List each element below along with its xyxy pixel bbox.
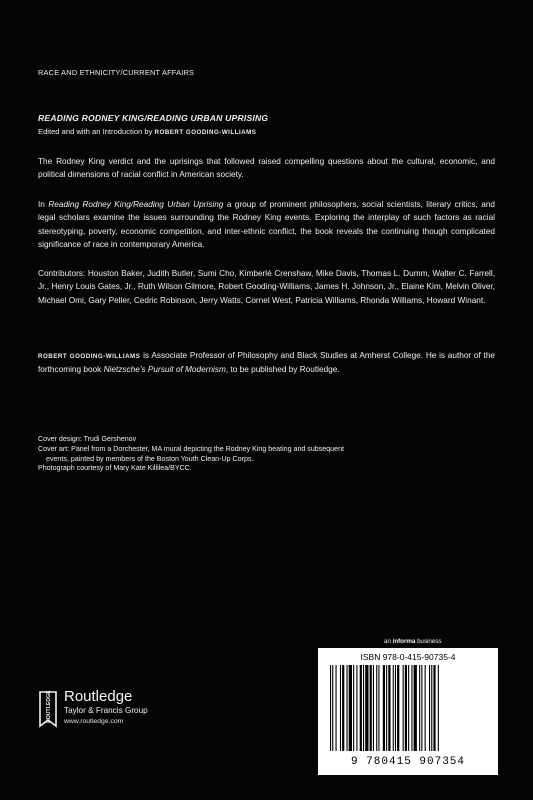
cover-art-credit-cont: events, painted by members of the Boston Youth Clean-Up Corps. xyxy=(46,454,254,463)
description-rest: a group of prominent philosophers, social scientists, literary critics, and legal scholars examine the issues surrounding the Rodney King events. Exploring the interplay of such factors as racial stereotyping, poverty, economic competition, and inter-ethnic conflict, the book reveals the continuing though complicated significance of race in contemporary America. xyxy=(38,200,496,250)
edited-by-prefix: Edited and with an Introduction by xyxy=(38,127,153,136)
author-bio-end: , to be published by Routledge. xyxy=(225,365,340,375)
description-lead: In xyxy=(38,200,45,209)
barcode-digits: 9 780415 907354 xyxy=(350,756,466,768)
informa-business-tag: an informa business xyxy=(384,638,442,645)
category-label: RACE AND ETHNICITY/CURRENT AFFAIRS xyxy=(38,68,195,77)
publisher-brand xyxy=(64,688,148,725)
logo-letters: ROUTLEDGE xyxy=(46,690,52,723)
description-book-title: Reading Rodney King/Reading Urban Uprising xyxy=(48,200,224,209)
routledge-logo-icon xyxy=(38,690,58,733)
cover-art-credit: Cover art: Panel from a Dorchester, MA mural depicting the Rodney King beating and subsequent xyxy=(38,444,344,453)
author-bio-text: is Associate Professor of Philosophy and Black Studies at Amherst College. He is author of the forthcoming book xyxy=(38,351,495,375)
editor-name: ROBERT GOODING-WILLIAMS xyxy=(154,129,257,136)
author-name: ROBERT GOODING-WILLIAMS xyxy=(38,353,141,360)
publisher-group: Taylor & Francis Group xyxy=(64,706,148,715)
photo-credit: Photograph courtesy of Mary Kate Killilea/BYCC. xyxy=(38,464,192,473)
contributors-paragraph: Contributors: Houston Baker, Judith Butler, Sumi Cho, Kimberlé Crenshaw, Mike Davis, Thomas L. Dumm, Walter C. Farrell, Jr., Henry Louis Gates, Jr., Ruth Wilson Gilmore, Robert Gooding-Williams, James H. Johnson, Jr., Elaine Kim, Melvin Oliver, Michael Omi, Gary Peller, Cedric Robinson, Jerry Watts, Cornel West, Patricia Williams, Rhonda Williams, Howard Winant. xyxy=(38,269,495,305)
cover-credits xyxy=(38,435,478,474)
description-paragraph xyxy=(38,198,495,252)
isbn-number: ISBN 978-0-415-90735-4 xyxy=(360,652,456,662)
barcode-box xyxy=(318,648,498,775)
book-title: READING RODNEY KING/READING URBAN UPRISING xyxy=(38,113,269,123)
barcode xyxy=(326,665,490,755)
publisher-name: Routledge xyxy=(64,688,133,705)
author-book-title: Nietzsche’s Pursuit of Modernism xyxy=(103,365,226,375)
intro-paragraph: The Rodney King verdict and the uprisings that followed raised compelling questions about the cultural, economic, and political dimensions of racial conflict in American society. xyxy=(38,157,495,180)
edited-by xyxy=(38,127,256,136)
publisher-url: www.routledge.com xyxy=(64,718,124,725)
author-bio xyxy=(38,349,495,377)
cover-design-credit: Cover design: Trudi Gershenov xyxy=(38,435,137,443)
